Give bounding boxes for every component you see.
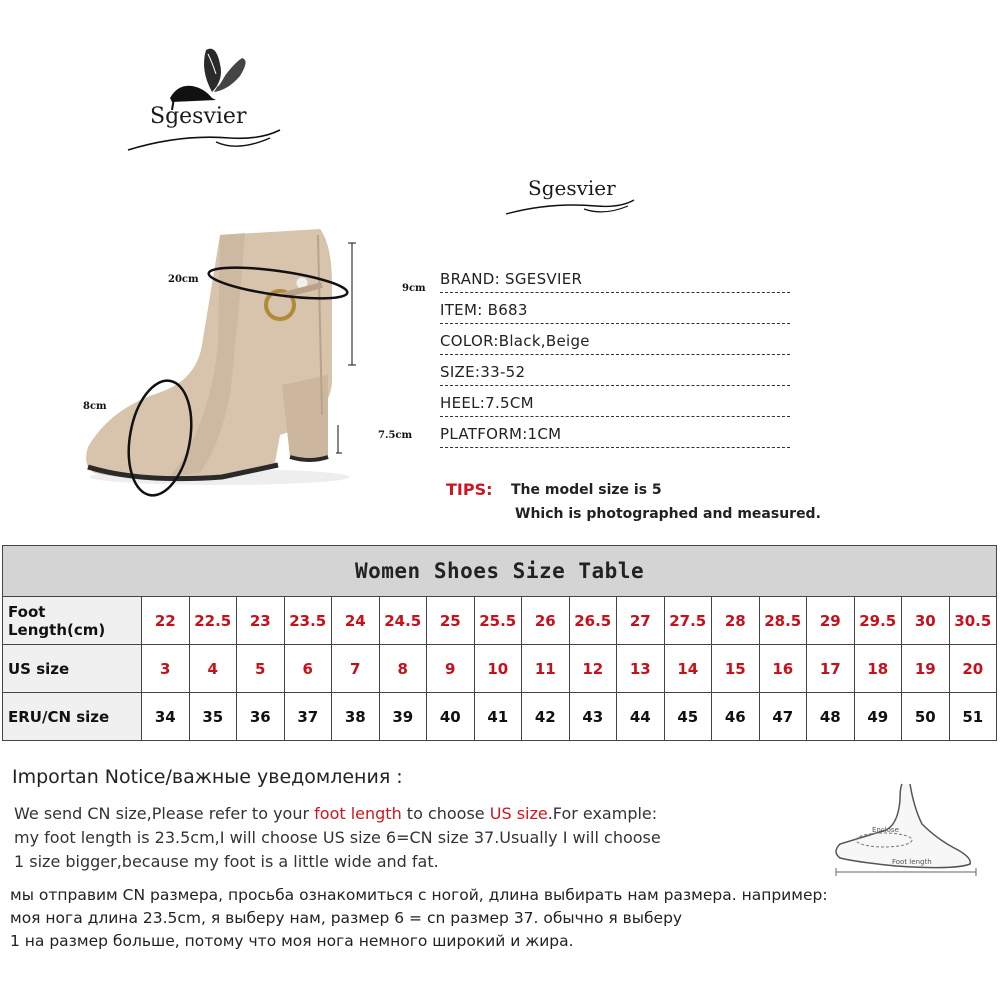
table-row (3, 693, 997, 741)
size-cell: 17 (807, 645, 855, 693)
tips-label: TIPS: (446, 480, 493, 499)
size-cell: 3 (142, 645, 190, 693)
foot-enclose-label: Enclose (872, 826, 899, 834)
size-cell: 27 (617, 597, 665, 645)
notice-title: Importan Notice/важные уведомления : (12, 766, 403, 788)
size-cell: 18 (854, 645, 902, 693)
size-cell: 23 (237, 597, 285, 645)
logo-swoosh-small (500, 198, 650, 222)
size-cell: 24.5 (379, 597, 427, 645)
size-cell: 39 (379, 693, 427, 741)
brand-logo-text: Sgesvier (150, 104, 247, 129)
foot-length-label: Foot length (892, 858, 932, 866)
row-label: US size (3, 645, 142, 693)
notice-en-line-2: my foot length is 23.5cm,I will choose US size 6=CN size 37.Usually I will choose (14, 828, 661, 847)
spec-color: COLOR:Black,Beige (440, 332, 790, 355)
size-cell: 48 (807, 693, 855, 741)
size-table-title: Women Shoes Size Table (3, 546, 997, 597)
size-table (2, 545, 997, 741)
size-cell: 34 (142, 693, 190, 741)
size-cell: 36 (237, 693, 285, 741)
size-cell: 24 (332, 597, 380, 645)
size-cell: 49 (854, 693, 902, 741)
spec-item: ITEM: B683 (440, 301, 790, 324)
row-label: Foot Length(cm) (3, 597, 142, 645)
size-cell: 45 (664, 693, 712, 741)
spec-size: SIZE:33-52 (440, 363, 790, 386)
size-cell: 47 (759, 693, 807, 741)
dim-toe-width: 8cm (83, 401, 107, 412)
size-cell: 40 (427, 693, 475, 741)
dim-heel-height: 7.5cm (378, 430, 413, 441)
notice-en-line-1 (14, 804, 657, 823)
size-cell: 23.5 (284, 597, 332, 645)
size-cell: 28 (712, 597, 760, 645)
size-cell: 10 (474, 645, 522, 693)
tips-line-2: Which is photographed and measured. (515, 506, 821, 522)
dim-shaft-height: 9cm (402, 283, 426, 294)
text: We send CN size,Please refer to your (14, 804, 315, 823)
size-cell: 27.5 (664, 597, 712, 645)
size-cell: 9 (427, 645, 475, 693)
size-cell: 42 (522, 693, 570, 741)
measurement-lines (70, 225, 430, 505)
foot-measure-diagram (826, 780, 986, 880)
size-cell: 25 (427, 597, 475, 645)
notice-ru-line-1: мы отправим CN размера, просьба ознакомиться с ногой, длина выбирать нам размера. например: (10, 886, 828, 904)
table-row (3, 645, 997, 693)
size-cell: 14 (664, 645, 712, 693)
size-cell: 8 (379, 645, 427, 693)
size-cell: 35 (189, 693, 237, 741)
spec-heel: HEEL:7.5CM (440, 394, 790, 417)
text: to choose (401, 804, 490, 823)
size-cell: 12 (569, 645, 617, 693)
highlight-us-size: US size (489, 804, 548, 823)
tips-line-1: The model size is 5 (511, 482, 662, 498)
size-cell: 29 (807, 597, 855, 645)
text: .For example: (547, 804, 658, 823)
notice-en-line-3: 1 size bigger,because my foot is a little wide and fat. (14, 852, 439, 871)
brand-logo-mid (500, 170, 650, 220)
logo-swoosh (120, 128, 290, 158)
size-cell: 25.5 (474, 597, 522, 645)
size-cell: 38 (332, 693, 380, 741)
size-cell: 22.5 (189, 597, 237, 645)
size-cell: 5 (237, 645, 285, 693)
size-cell: 22 (142, 597, 190, 645)
size-cell: 50 (902, 693, 950, 741)
size-cell: 30.5 (949, 597, 997, 645)
notice-ru-line-3: 1 на размер больше, потому что моя нога немного широкий и жира. (10, 932, 574, 950)
size-cell: 15 (712, 645, 760, 693)
spec-platform: PLATFORM:1CM (440, 425, 790, 448)
size-cell: 41 (474, 693, 522, 741)
spec-brand: BRAND: SGESVIER (440, 270, 790, 293)
row-label: ERU/CN size (3, 693, 142, 741)
size-cell: 29.5 (854, 597, 902, 645)
size-cell: 16 (759, 645, 807, 693)
notice-ru-line-2: моя нога длина 23.5cm, я выберу нам, размер 6 = cn размер 37. обычно я выберу (10, 909, 683, 927)
size-cell: 26 (522, 597, 570, 645)
size-cell: 30 (902, 597, 950, 645)
size-cell: 13 (617, 645, 665, 693)
brand-logo-text-small: Sgesvier (528, 176, 616, 200)
highlight-foot-length: foot length (314, 804, 402, 823)
dim-shaft-circumference: 20cm (168, 274, 199, 285)
size-cell: 20 (949, 645, 997, 693)
high-heel-butterfly-icon (120, 40, 290, 110)
size-cell: 6 (284, 645, 332, 693)
size-cell: 19 (902, 645, 950, 693)
size-cell: 4 (189, 645, 237, 693)
size-cell: 26.5 (569, 597, 617, 645)
table-row (3, 597, 997, 645)
brand-logo-top (120, 40, 290, 160)
size-cell: 28.5 (759, 597, 807, 645)
size-cell: 43 (569, 693, 617, 741)
size-cell: 11 (522, 645, 570, 693)
size-cell: 46 (712, 693, 760, 741)
size-cell: 7 (332, 645, 380, 693)
size-cell: 51 (949, 693, 997, 741)
size-cell: 44 (617, 693, 665, 741)
size-cell: 37 (284, 693, 332, 741)
